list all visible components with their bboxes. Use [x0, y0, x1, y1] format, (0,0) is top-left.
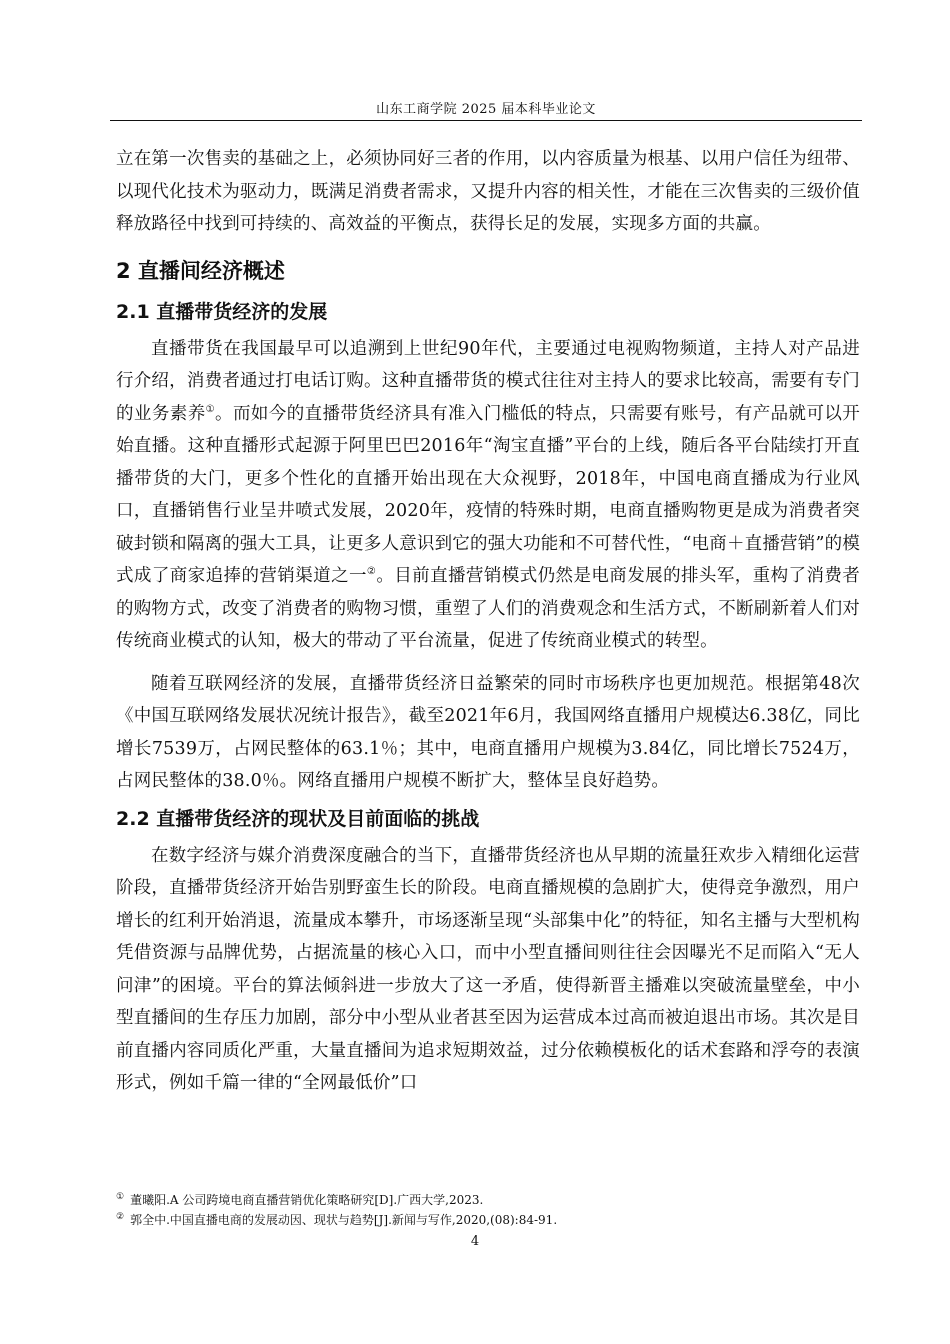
footnotes: [116, 1190, 860, 1230]
paragraph-text: 直播带货在我国最早可以追溯到上世纪90年代，主要通过电视购物频道，主持人对产品进行介绍，消费者通过打电话订购。这种直播带货的模式往往对主持人的要求比较高，需要有专门的业务素养: [116, 338, 860, 424]
footnote-mark: ①: [116, 1192, 125, 1202]
body-text: [116, 143, 860, 1100]
footnote-ref-2[interactable]: ②: [366, 566, 377, 578]
section-heading-2: 2 直播间经济概述: [116, 258, 285, 283]
page-number: 4: [470, 1234, 480, 1249]
footnote-1: [116, 1190, 860, 1210]
paragraph-statistics: 随着互联网经济的发展，直播带货经济日益繁荣的同时市场秩序也更加规范。根据第48次《中国互联网络发展状况统计报告》，截至2021年6月，我国网络直播用户规模达6.38亿，同比增长7539万，占网民整体的63.1％；其中，电商直播用户规模为3.84亿，同比增长7524万，占网民整体的38.0％。网络直播用户规模不断扩大，整体呈良好趋势。: [116, 673, 860, 791]
subsection-heading-2-2: 2.2 直播带货经济的现状及目前面临的挑战: [116, 807, 480, 830]
running-header: 山东工商学院 2025 届本科毕业论文: [376, 102, 596, 117]
paragraph-text: 。目前直播营销模式仍然是电商发展的排头军，重构了消费者的购物方式，改变了消费者的购物习惯，重塑了人们的消费观念和生活方式，不断刷新着人们对传统商业模式的认知，极大的带动了平台流量，促进了传统商业模式的转型。: [116, 566, 860, 651]
footnote-ref-1[interactable]: ①: [205, 403, 216, 415]
paragraph-text: 。而如今的直播带货经济具有准入门槛低的特点，只需要有账号，有产品就可以开始直播。这种直播形式起源于阿里巴巴2016年“淘宝直播”平台的上线，随后各平台陆续打开直播带货的大门，更多个性化的直播开始出现在大众视野，2018年，中国电商直播成为行业风口，直播销售行业呈井喷式发展，2020年，疫情的特殊时期，电商直播购物更是成为消费者突破封锁和隔离的强大工具，让更多人意识到它的强大功能和不可替代性，“电商＋直播营销”的模式成了商家追捧的营销渠道之一: [116, 403, 861, 586]
paragraph-status-challenges: 在数字经济与媒介消费深度融合的当下，直播带货经济也从早期的流量狂欢步入精细化运营阶段，直播带货经济开始告别野蛮生长的阶段。电商直播规模的急剧扩大，使得竞争激烈，用户增长的红利开始消退，流量成本攀升，市场逐渐呈现“头部集中化”的特征，知名主播与大型机构凭借资源与品牌优势，占据流量的核心入口，而中小型直播间则往往会因曝光不足而陷入“无人问津”的困境。平台的算法倾斜进一步放大了这一矛盾，使得新晋主播难以突破流量壁垒，中小型直播间的生存压力加剧，部分中小型从业者甚至因为运营成本过高而被迫退出市场。其次是目前直播内容同质化严重，大量直播间为追求短期效益，过分依赖模板化的话术套路和浮夸的表演形式，例如千篇一律的“全网最低价”口: [116, 845, 860, 1093]
footnote-text: 董曦阳.A 公司跨境电商直播营销优化策略研究[D].广西大学,2023.: [130, 1193, 484, 1207]
footnote-mark: ②: [116, 1212, 125, 1222]
footnote-text: 郭全中.中国直播电商的发展动因、现状与趋势[J].新闻与写作,2020,(08):84-91.: [130, 1213, 558, 1227]
header-rule: [110, 120, 862, 121]
footnote-2: [116, 1210, 860, 1230]
subsection-heading-2-1: 2.1 直播带货经济的发展: [116, 300, 328, 323]
paragraph-development: [116, 333, 860, 658]
paragraph-continued: 立在第一次售卖的基础之上，必须协同好三者的作用，以内容质量为根基、以用户信任为纽带、以现代化技术为驱动力，既满足消费者需求，又提升内容的相关性，才能在三次售卖的三级价值释放路径中找到可持续的、高效益的平衡点，获得长足的发展，实现多方面的共赢。: [116, 149, 860, 234]
